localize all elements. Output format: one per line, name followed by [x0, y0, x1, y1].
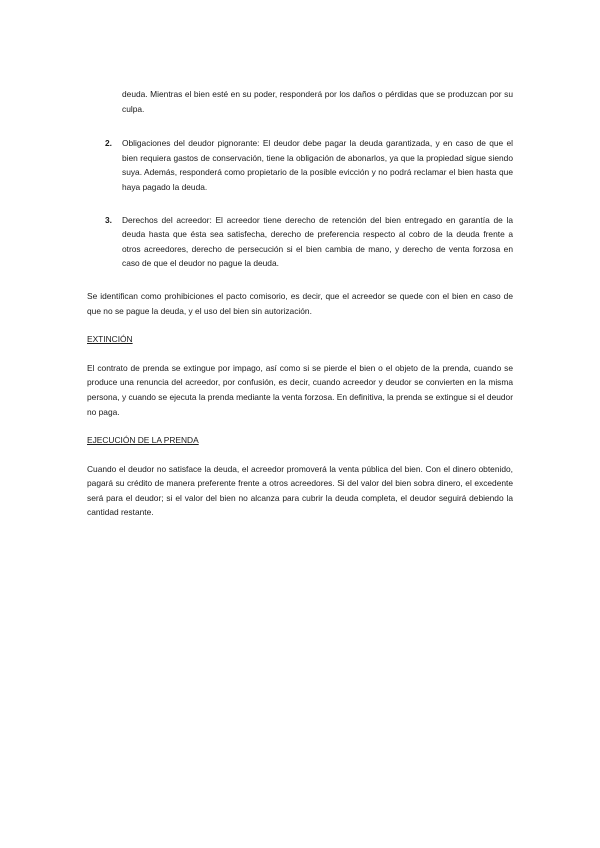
- prohibiciones-paragraph: Se identifican como prohibiciones el pacto comisorio, es decir, que el acreedor se quede con el bien en caso de que no se pague la deuda, y el uso del bien sin autorización.: [87, 290, 513, 316]
- list-item-number: 3.: [105, 214, 112, 225]
- list-item: [87, 136, 513, 194]
- list-item-text: Derechos del acreedor: El acreedor tiene derecho de retención del bien entregado en garantía de la deuda hasta que ésta sea satisfecha, derecho de preferencia respecto al cobro de la deuda frente a otros acreedores, derecho de persecución si el bien cambia de mano, y derecho de venta forzosa en caso de que el deudor no pague la deuda.: [122, 214, 513, 269]
- extincion-paragraph: El contrato de prenda se extingue por impago, así como si se pierde el bien o el objeto de la prenda, cuando se produce una renuncia del acreedor, por confusión, es decir, cuando acreedor y deudor se convierten en la misma persona, y cuando se ejecuta la prenda mediante la venta forzosa. En definitiva, la prenda se extingue si el deudor no paga.: [87, 362, 513, 417]
- continuation-paragraph: deuda. Mientras el bien esté en su poder, responderá por los daños o pérdidas que se produzcan por su culpa.: [122, 89, 513, 114]
- numbered-list: [87, 136, 513, 271]
- list-item-number: 2.: [105, 138, 112, 149]
- ejecucion-paragraph: Cuando el deudor no satisface la deuda, el acreedor promoverá la venta pública del bien. Con el dinero obtenido, pagará su crédito de manera preferente frente a otros acreedores. Si del valor del bien sobra dinero, el excedente será para el deudor; si el valor del bien no alcanza para cubrir la deuda completa, el deudor seguirá debiendo la cantidad restante.: [87, 463, 513, 518]
- section-heading-extincion: EXTINCIÓN: [87, 334, 133, 345]
- document-body: [87, 87, 513, 534]
- section-heading-ejecucion: EJECUCIÓN DE LA PRENDA: [87, 435, 199, 446]
- list-item: [87, 213, 513, 271]
- list-item-text: Obligaciones del deudor pignorante: El deudor debe pagar la deuda garantizada, y en caso de que el bien requiera gastos de conservación, tiene la obligación de abonarlos, ya que la propiedad sigue siendo suya. Además, responderá como propietario de la posible evicción y no podrá reclamar el bien hasta que haya pagado la deuda.: [122, 138, 513, 192]
